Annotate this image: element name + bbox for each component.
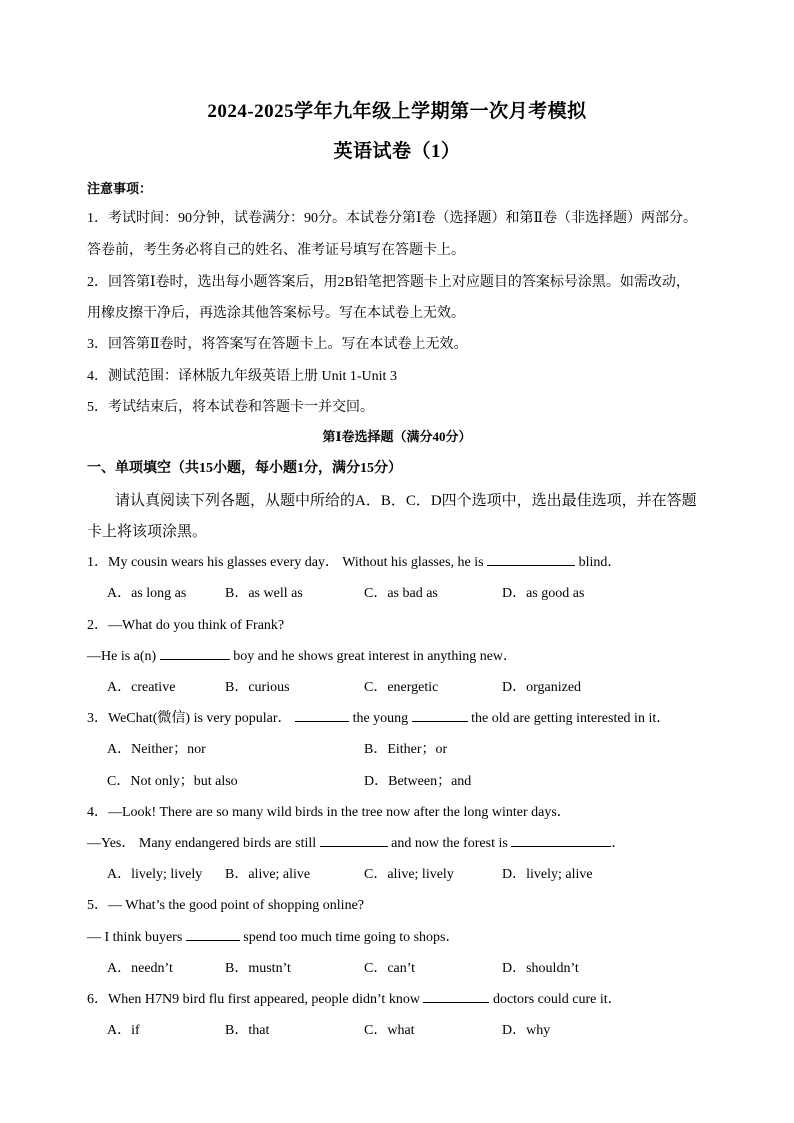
option-c: C．can’t [364,961,416,976]
question-3 [87,707,670,727]
option-a: A．creative [107,680,176,695]
option-c: C．Not only；but also [107,774,238,789]
question-2-response [87,645,517,665]
question-5-response [87,926,459,946]
question-text: 6．When H7N9 bird flu first appeared, people didn’t know [87,992,424,1007]
option-d: D．Between；and [364,774,472,789]
option-b: B．mustn’t [225,961,291,976]
option-d: D．as good as [502,586,585,601]
notice-line: 答卷前，考生务必将自己的姓名、准考证号填写在答题卡上。 [87,243,465,258]
option-b: B．alive; alive [225,867,311,882]
option-a: A．lively; lively [107,867,203,882]
notice-line: 用橡皮擦干净后，再选涂其他答案标号。写在本试卷上无效。 [87,306,465,321]
question-text: —He is a(n) [87,649,160,664]
answer-blank [423,990,489,1003]
option-b: B．Either；or [364,742,448,757]
option-b: B．as well as [225,586,303,601]
question-text: and now the forest is [387,836,512,851]
option-a: A．as long as [107,586,187,601]
notice-line: 4．测试范围：译林版九年级英语上册 Unit 1-Unit 3 [87,369,397,384]
option-b: B．curious [225,680,290,695]
answer-blank [186,928,240,941]
option-a: A．Neither；nor [107,742,206,757]
question-text: blind． [575,555,622,570]
question-text: ． [611,836,626,851]
option-a: A．needn’t [107,961,173,976]
question-2: 2．—What do you think of Frank? [87,618,285,633]
section-instruction: 卡上将该项涂黑。 [87,524,208,540]
option-d: D．shouldn’t [502,961,579,976]
question-text: the old are getting interested in it． [467,711,671,726]
question-6 [87,988,622,1008]
option-d: D．organized [502,680,582,695]
option-c: C．alive; lively [364,867,454,882]
question-4: 4．—Look! There are so many wild birds in the tree now after the long winter days． [87,805,571,820]
option-b: B．that [225,1023,270,1038]
option-d: D．lively; alive [502,867,593,882]
section-heading: 一、单项填空（共15小题，每小题1分，满分15分） [87,461,402,476]
question-4-response [87,832,625,852]
question-5: 5．— What’s the good point of shopping online? [87,898,364,913]
answer-blank [295,709,349,722]
answer-blank [320,834,388,847]
notice-line: 3．回答第Ⅱ卷时，将答案写在答题卡上。写在本试卷上无效。 [87,337,468,352]
question-text: 1．My cousin wears his glasses every day． Without his glasses, he is [87,555,488,570]
option-c: C．what [364,1023,415,1038]
section-instruction: 请认真阅读下列各题，从题中所给的A．B．C．D四个选项中，选出最佳选项，并在答题 [115,493,697,509]
answer-blank [160,647,230,660]
answer-blank [412,709,468,722]
question-text: boy and he shows great interest in anything new． [229,649,518,664]
question-text: —Yes． Many endangered birds are still [87,836,320,851]
question-text: the young [349,711,412,726]
notice-heading: 注意事项： [87,181,153,196]
question-1 [87,551,621,571]
option-c: C．as bad as [364,586,438,601]
question-text: doctors could cure it． [489,992,622,1007]
exam-subtitle: 英语试卷（1） [333,141,461,162]
part-title: 第Ⅰ卷选择题（满分40分） [322,429,472,444]
notice-line: 2．回答第Ⅰ卷时，选出每小题答案后，用2B铅笔把答题卡上对应题目的答案标号涂黑。如需改动， [87,275,690,290]
question-text: 3．WeChat(微信) is very popular． [87,711,296,726]
exam-title: 2024-2025学年九年级上学期第一次月考模拟 [207,101,587,122]
answer-blank [511,834,611,847]
option-d: D．why [502,1023,551,1038]
question-text: spend too much time going to shops． [239,930,460,945]
option-c: C．energetic [364,680,439,695]
answer-blank [487,553,575,566]
option-a: A．if [107,1023,140,1038]
notice-line: 5．考试结束后，将本试卷和答题卡一并交回。 [87,400,374,415]
question-text: — I think buyers [87,930,186,945]
notice-line: 1．考试时间：90分钟，试卷满分：90分。本试卷分第Ⅰ卷（选择题）和第Ⅱ卷（非选择题）两部分。 [87,211,698,226]
